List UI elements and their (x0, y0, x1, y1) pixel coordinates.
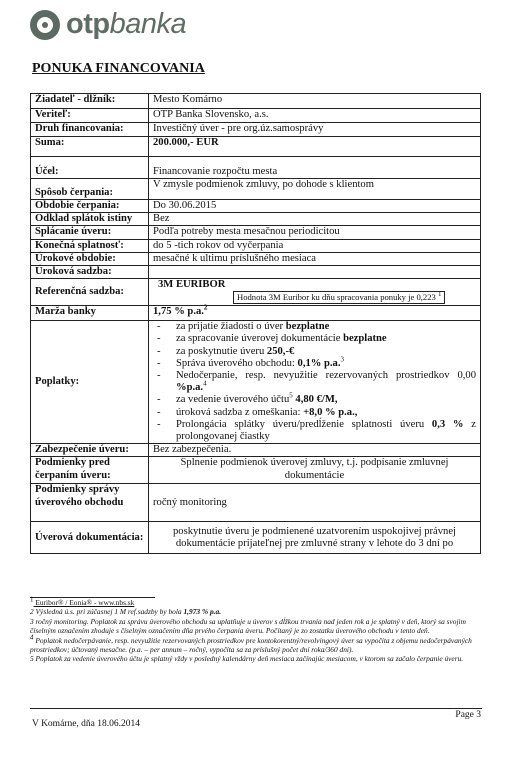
value-amount: 200.000,- EUR (149, 137, 481, 157)
fee-administration: - Správa úverového obchodu: 0,1% p.a.$^3$ (153, 358, 476, 370)
otp-banka-logo (30, 8, 186, 41)
label-financing-type: Druh financovania: (31, 123, 149, 137)
value-security: Bez zabezpečenia. (149, 444, 481, 457)
label-fees: Poplatky: (31, 321, 149, 444)
label-principal-deferral: Odklad splátok istiny (31, 213, 149, 226)
label-bank-margin: Marža banky (31, 306, 149, 321)
value-bank-margin-cell (149, 303, 481, 321)
value-reference-rate: 3M EURIBOR (158, 279, 226, 291)
value-reference-rate-cell (149, 279, 481, 306)
label-drawing-period: Obdobie čerpania: (31, 200, 149, 213)
footnote-4: $^4$ Poplatok nedočerpávanie, resp. nevyužitie rezervovaných prostriedkov pre kontokorentný/revolvingový úver sa vypočíta z objemu nedočerpávaných prostriedkov; účtovaný mesačne. (p.a. – per annum – ročný, vypočíta sa za príslušný počet dní roka/360 dní). (30, 633, 472, 655)
label-final-maturity: Konečná splatnosť: (31, 239, 149, 252)
label-drawing-conditions: Podmienky pred čerpaním úveru: (31, 457, 149, 484)
fee-default-interest: - úroková sadzba z omeškania: +8,0 % p.a., (153, 407, 476, 419)
value-fees (149, 321, 481, 444)
logo-text: otpbanka (66, 8, 187, 40)
label-interest-rate: Úroková sadzba: (31, 266, 149, 279)
fee-prolongation: - Prolongácia splátky úveru/predĺženie splatnosti úveru 0,3 % z prolongovanej čiastky (153, 419, 476, 443)
value-drawing-method: V zmysle podmienok zmluvy, po dohode s klientom (149, 179, 481, 200)
fee-documentation: - za spracovanie úverovej dokumentácie bezplatne (153, 333, 476, 345)
value-bank-margin: 1,75 % p.a. (153, 306, 204, 318)
value-principal-deferral: Bez (149, 213, 481, 226)
value-applicant: Mesto Komárno (149, 94, 481, 109)
footnote-3: 3 ročný monitoring. Poplatok za správu úverového obchodu sa uplatňuje u úverov s dĺžkou trvania nad jeden rok a je splatný v deň, ktorý sa svojim číselným označením zhoduje s číselným označením dňa prvého čerpania úveru. Počítaný je zo zostatku úverového obchodu v tento deň. (30, 616, 466, 636)
value-management-conditions: ročný monitoring (149, 484, 481, 522)
value-interest-period: mesačné k ultimu príslušného mesiaca (149, 252, 481, 265)
footnote-5: 5 Poplatok za vedenie úverového účtu je splatný vždy v posledný kalendárny deň mesiaca začínajúc mesiacom, v ktorom sa začalo čerpanie úveru. (30, 654, 464, 664)
page-divider (30, 708, 482, 709)
fee-provision: - za poskytnutie úveru 250,-€ (153, 346, 476, 358)
label-applicant: Žiadateľ - dlžník: (31, 94, 149, 109)
value-interest-rate (149, 266, 481, 279)
place-and-date: V Komárne, dňa 18.06.2014 (32, 719, 141, 729)
label-management-conditions: Podmienky správy úverového obchodu (31, 484, 149, 522)
label-creditor: Veriteľ: (31, 109, 149, 123)
value-drawing-period: Do 30.06.2015 (149, 200, 481, 213)
footnote-2: 2 Výsledná ú.s. pri zúčasnej 1 M ref.sadzby by bola 1,973 % p.a. (30, 607, 222, 617)
label-drawing-method: Spôsob čerpania: (31, 179, 149, 200)
fee-account: - za vedenie úverového účtu$^5$ 4,80 €/M, (153, 394, 476, 406)
label-interest-period: Úrokové obdobie: (31, 252, 149, 265)
value-purpose: Financovanie rozpočtu mesta (149, 157, 481, 179)
value-creditor: OTP Banka Slovensko, a.s. (149, 109, 481, 123)
fee-application: - za prijatie žiadosti o úver bezplatne (153, 321, 476, 333)
otp-logo-icon (30, 10, 60, 40)
label-purpose: Účel: (31, 157, 149, 179)
footnote-1: $^1$ Euribor® / Eonia® - www.nbs.sk (30, 595, 135, 607)
value-financing-type: Investičný úver - pre org.úz.samosprávy (149, 123, 481, 137)
label-repayment: Splácanie úveru: (31, 226, 149, 239)
euribor-note-sup: 1 (437, 290, 442, 299)
page-number: Page 3 (455, 710, 481, 720)
value-final-maturity: do 5 -tich rokov od vyčerpania (149, 239, 481, 252)
value-drawing-conditions: Splnenie podmienok úverovej zmluvy, t.j. podpísanie zmluvnej dokumentácie (149, 457, 481, 484)
euribor-note-text: Hodnota 3M Euribor ku dňu spracovania ponuky je 0,223 (237, 292, 436, 303)
financing-offer-table (30, 93, 481, 554)
label-credit-documentation: Úverová dokumentácia: (31, 522, 149, 554)
value-credit-documentation: poskytnutie úveru je podmienené uzatvorením uspokojivej právnej dokumentácie prijateľnej pre zmluvné strany v lehote do 3 dní po (149, 522, 481, 554)
label-reference-rate: Referenčná sadzba: (31, 279, 149, 306)
euribor-note (233, 291, 445, 304)
fee-list (153, 321, 476, 443)
value-repayment: Podľa potreby mesta mesačnou periodicitou (149, 226, 481, 239)
document-title: PONUKA FINANCOVANIA (32, 61, 205, 76)
footnotes (30, 595, 482, 664)
margin-sup: 2 (203, 303, 208, 312)
fee-non-drawing: - Nedočerpanie, resp. nevyužitie rezervovaných prostriedkov 0,00 %p.a.$^4$ (153, 370, 476, 394)
label-security: Zabezpečenie úveru: (31, 444, 149, 457)
label-amount: Suma: (31, 137, 149, 157)
